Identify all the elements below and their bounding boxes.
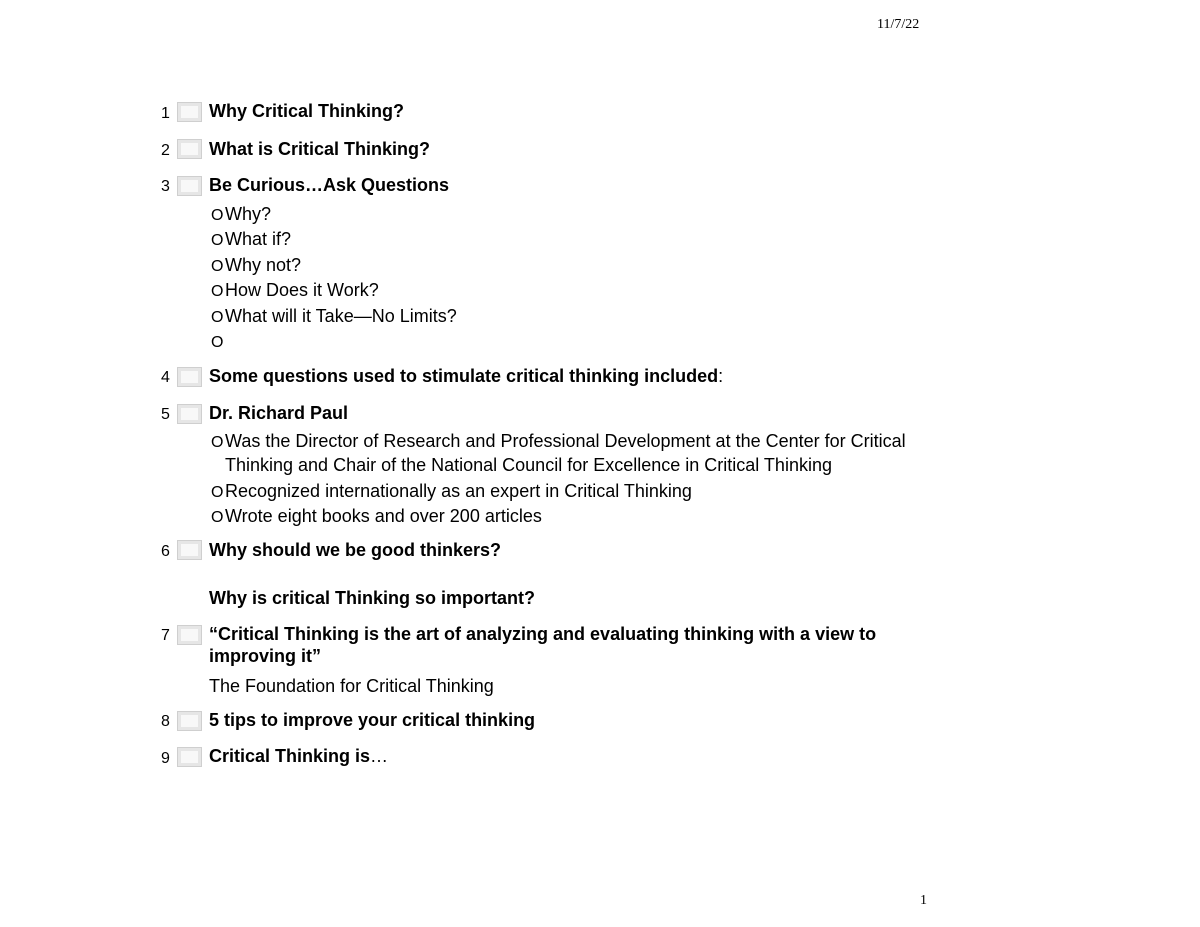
bullet-text: How Does it Work? <box>225 280 379 300</box>
slide-title: Why should we be good thinkers? <box>209 540 502 560</box>
slide-thumbnail[interactable] <box>177 540 202 560</box>
slide-thumbnail[interactable] <box>177 711 202 731</box>
slide-thumbnail[interactable] <box>177 176 202 196</box>
slide-number: 4 <box>161 369 170 386</box>
bullet-item <box>211 255 301 276</box>
slide-thumbnail[interactable] <box>177 404 202 424</box>
quote-line: “Critical Thinking is the art of analyzing and evaluating thinking with a view to <box>209 624 877 644</box>
slide-number: 8 <box>161 713 170 730</box>
slide-title-suffix: : <box>718 366 724 386</box>
slide-number: 1 <box>161 105 170 122</box>
slide-title: What is Critical Thinking? <box>209 139 431 159</box>
bullet-text: What will it Take—No Limits? <box>225 306 457 326</box>
slide-thumbnail[interactable] <box>177 139 202 159</box>
bullet-marker: O <box>211 509 224 526</box>
quote-source: The Foundation for Critical Thinking <box>209 676 494 696</box>
slide-title: Dr. Richard Paul <box>209 403 349 423</box>
bullet-text: Why? <box>225 204 272 224</box>
bullet-item <box>211 481 692 502</box>
bullet-continuation: Thinking and Chair of the National Council for Excellence in Critical Thinking <box>225 455 832 475</box>
slide-number: 2 <box>161 142 170 159</box>
bullet-marker: O <box>211 283 224 300</box>
bullet-text: What if? <box>225 229 292 249</box>
slide-title: 5 tips to improve your critical thinking <box>209 710 536 730</box>
bullet-item <box>211 229 291 250</box>
slide-number: 7 <box>161 627 170 644</box>
slide-title <box>209 746 388 767</box>
bullet-item <box>211 331 225 352</box>
bullet-text: Wrote eight books and over 200 articles <box>225 506 542 526</box>
bullet-text: Was the Director of Research and Professional Development at the Center for Critical <box>225 431 906 451</box>
slide-title-text: Some questions used to stimulate critical thinking included <box>209 366 719 386</box>
slide-thumbnail[interactable] <box>177 367 202 387</box>
page-number: 1 <box>920 893 927 908</box>
slide-number: 9 <box>161 750 170 767</box>
bullet-marker: O <box>211 309 224 326</box>
slide-number: 6 <box>161 543 170 560</box>
bullet-item <box>211 431 906 452</box>
bullet-text: Recognized internationally as an expert in Critical Thinking <box>225 481 692 501</box>
bullet-marker: O <box>211 258 224 275</box>
slide-thumbnail[interactable] <box>177 102 202 122</box>
bullet-text: Why not? <box>225 255 302 275</box>
bullet-marker: O <box>211 434 224 451</box>
slide-title <box>209 366 723 387</box>
slide-thumbnail[interactable] <box>177 747 202 767</box>
slide-title-text: Critical Thinking is <box>209 746 371 766</box>
slide-title: Be Curious…Ask Questions <box>209 175 450 195</box>
print-date: 11/7/22 <box>877 17 920 32</box>
slide-number: 3 <box>161 178 170 195</box>
slide-title-suffix: … <box>370 746 389 766</box>
bullet-marker: O <box>211 484 224 501</box>
bullet-item <box>211 280 379 301</box>
bullet-item <box>211 306 457 327</box>
bullet-item <box>211 204 271 225</box>
slide-number: 5 <box>161 406 170 423</box>
quote-line: improving it” <box>209 646 321 666</box>
slide-subtitle: Why is critical Thinking so important? <box>209 588 536 608</box>
bullet-item <box>211 506 542 527</box>
slide-thumbnail[interactable] <box>177 625 202 645</box>
bullet-marker: O <box>211 334 224 351</box>
bullet-marker: O <box>211 207 224 224</box>
bullet-marker: O <box>211 232 224 249</box>
slide-title: Why Critical Thinking? <box>209 101 405 121</box>
